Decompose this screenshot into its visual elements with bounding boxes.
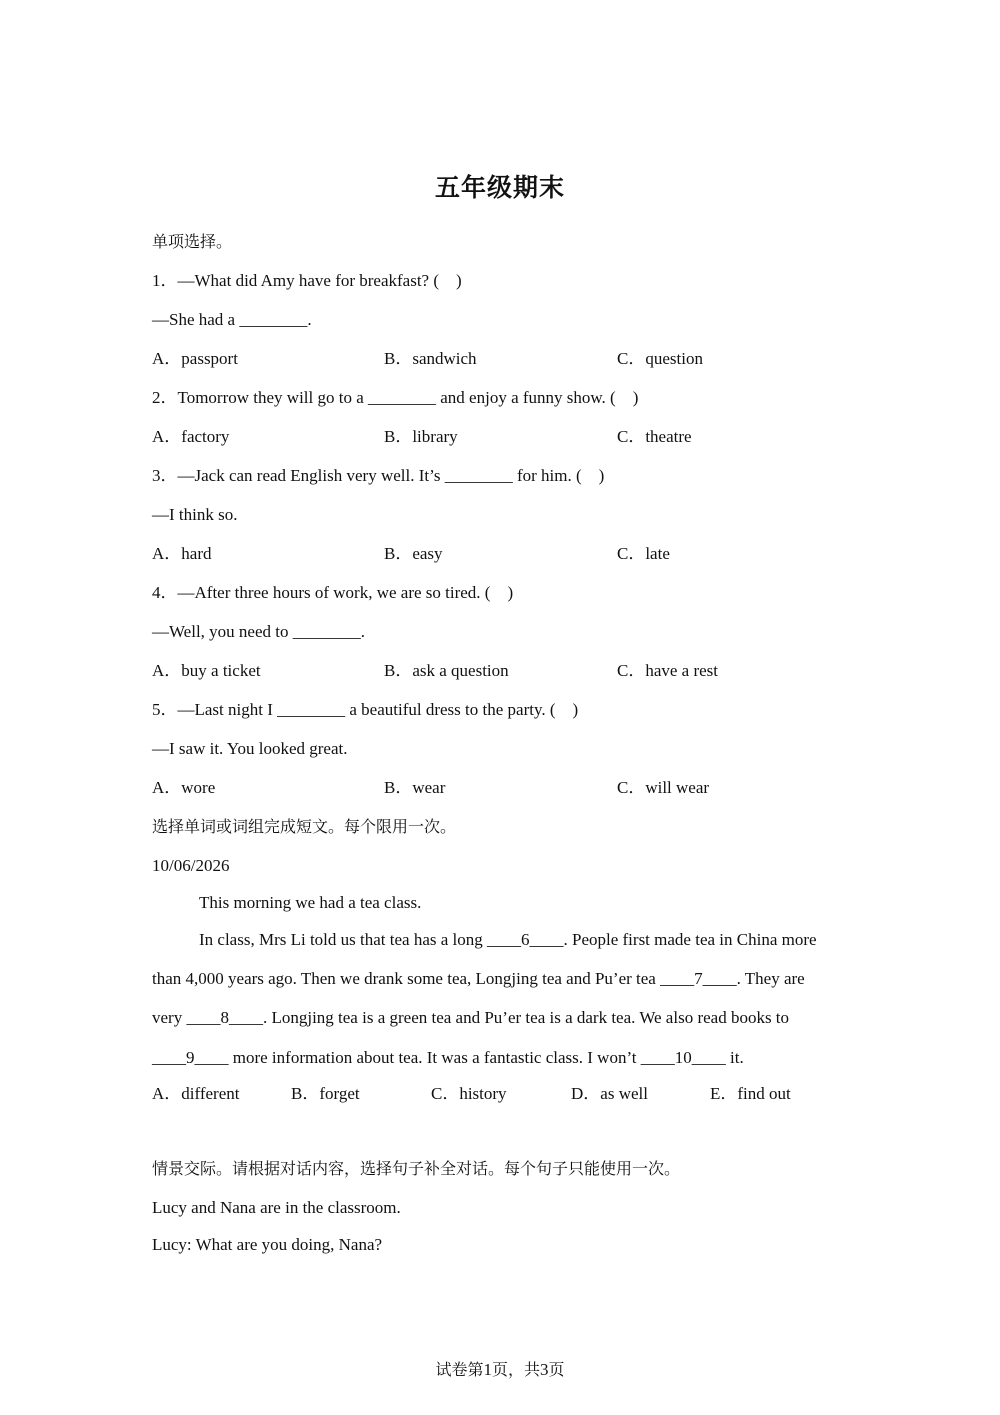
footer-mid: 页，共 [491, 1360, 540, 1379]
question-4-stem: 4．—After three hours of work, we are so tired. ( ) [152, 583, 514, 602]
passage-line-3: very ____8____. Longjing tea is a green tea and Pu’er tea is a dark tea. We also read books to [152, 1008, 790, 1027]
question-1-option-c: C．question [617, 349, 703, 368]
question-2-stem: 2．Tomorrow they will go to a ________ and enjoy a funny show. ( ) [152, 388, 639, 407]
page-footer [0, 1357, 1000, 1380]
question-3-reply: —I think so. [152, 505, 238, 524]
passage-line-1: In class, Mrs Li told us that tea has a long ____6____. People first made tea in China more [199, 930, 817, 949]
question-5-reply: —I saw it. You looked great. [152, 739, 348, 758]
passage-date: 10/06/2026 [152, 856, 230, 875]
question-1-option-b: B．sandwich [384, 349, 477, 368]
question-5-option-a: A．wore [152, 778, 216, 797]
question-4-option-b: B．ask a question [384, 661, 509, 680]
question-1-option-a: A．passport [152, 349, 238, 368]
footer-total-pages: 3 [540, 1360, 549, 1379]
cloze-option-e: E．find out [710, 1084, 791, 1103]
dialogue-setting: Lucy and Nana are in the classroom. [152, 1198, 401, 1217]
question-5-stem: 5．—Last night I ________ a beautiful dress to the party. ( ) [152, 700, 579, 719]
question-1-reply: —She had a ________. [152, 310, 312, 329]
cloze-option-d: D．as well [571, 1084, 648, 1103]
section-heading-single-choice: 单项选择。 [152, 232, 233, 251]
question-2-option-b: B．library [384, 427, 458, 446]
cloze-option-a: A．different [152, 1084, 240, 1103]
cloze-option-b: B．forget [291, 1084, 360, 1103]
question-1-stem: 1．—What did Amy have for breakfast? ( ) [152, 271, 462, 290]
question-5-option-b: B．wear [384, 778, 446, 797]
passage-line-4: ____9____ more information about tea. It was a fantastic class. I won’t ____10____ it. [152, 1048, 744, 1067]
page-title: 五年级期末 [434, 173, 565, 202]
section-heading-dialogue: 情景交际。请根据对话内容，选择句子补全对话。每个句子只能使用一次。 [152, 1159, 681, 1178]
question-3-stem: 3．—Jack can read English very well. It’s ________ for him. ( ) [152, 466, 605, 485]
dialogue-line-lucy: Lucy: What are you doing, Nana? [152, 1235, 383, 1254]
passage-line-2: than 4,000 years ago. Then we drank some tea, Longjing tea and Pu’er tea ____7____. They are [152, 969, 805, 988]
section-heading-cloze: 选择单词或词组完成短文。每个限用一次。 [152, 817, 457, 836]
passage-paragraph-1: This morning we had a tea class. [199, 893, 422, 912]
question-4-option-a: A．buy a ticket [152, 661, 261, 680]
cloze-option-c: C．history [431, 1084, 507, 1103]
footer-suffix: 页 [548, 1360, 565, 1379]
footer-page-number: 1 [483, 1360, 492, 1379]
question-5-option-c: C．will wear [617, 778, 710, 797]
question-3-option-c: C．late [617, 544, 670, 563]
question-4-option-c: C．have a rest [617, 661, 719, 680]
question-4-reply: —Well, you need to ________. [152, 622, 365, 641]
question-2-option-c: C．theatre [617, 427, 692, 446]
question-2-option-a: A．factory [152, 427, 230, 446]
question-3-option-a: A．hard [152, 544, 212, 563]
footer-prefix: 试卷第 [435, 1360, 484, 1379]
question-3-option-b: B．easy [384, 544, 443, 563]
